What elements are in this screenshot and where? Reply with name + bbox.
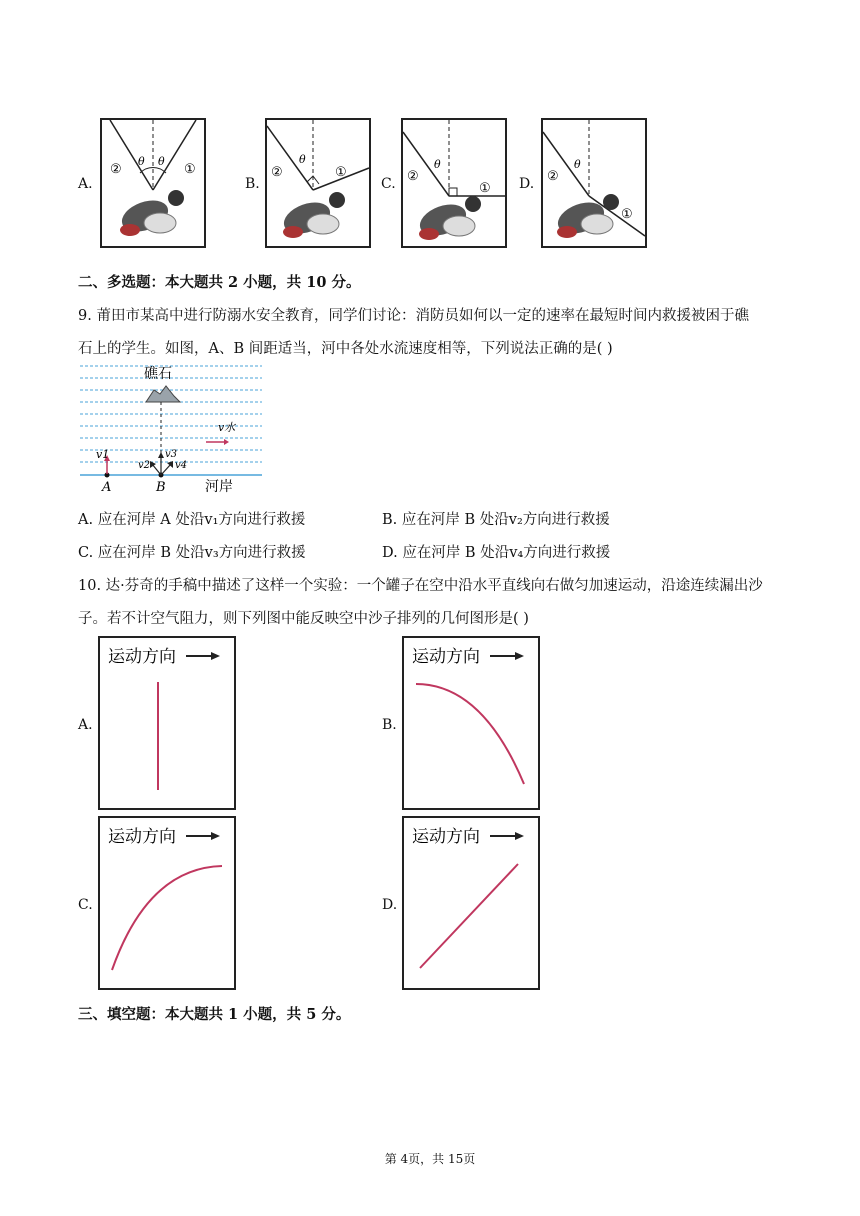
- q9-choice-d: D. 应在河岸 B 处沿v₄方向进行救援: [382, 545, 611, 561]
- v1-label: v1: [96, 448, 110, 461]
- q8-option-b-label: B.: [245, 176, 260, 192]
- q10-option-b-label: B.: [382, 717, 397, 733]
- point-b-label: B: [156, 480, 166, 495]
- q8-figure-a: [100, 118, 206, 248]
- point-a-label: A: [102, 480, 112, 495]
- v4-label: v4: [175, 460, 188, 471]
- q8-figure-c: [401, 118, 507, 248]
- q9-river-figure: [80, 360, 265, 495]
- v3-label: v3: [165, 449, 178, 460]
- mark-one: ①: [621, 207, 633, 222]
- bank-label: 河岸: [205, 479, 233, 495]
- swimmer-figure: [280, 192, 345, 239]
- theta-label: θ: [299, 153, 306, 166]
- theta-label: θ: [138, 155, 145, 168]
- q10-text-line2: 子。若不计空气阻力，则下列图中能反映空中沙子排列的几何图形是( ): [78, 611, 529, 627]
- swimmer-figure: [118, 190, 184, 237]
- q10-text-line1: 10. 达·芬奇的手稿中描述了这样一个实验：一个罐子在空中沿水平直线向右做匀加速运动，沿途连续漏出沙: [78, 578, 763, 594]
- q10-panel-b: [402, 636, 540, 810]
- rock-label: 礁石: [144, 366, 172, 382]
- section-2-heading: 二、多选题：本大题共 2 小题，共 10 分。: [78, 274, 361, 291]
- motion-direction-label: 运动方向: [108, 647, 176, 667]
- v2-label: v2: [138, 460, 151, 471]
- q10-panel-d: [402, 816, 540, 990]
- theta-label: θ: [158, 155, 165, 168]
- q10-option-d-label: D.: [382, 897, 398, 913]
- swimmer-figure: [554, 194, 619, 239]
- theta-label: θ: [574, 158, 581, 171]
- rock-icon: [146, 386, 180, 402]
- q10-panel-a: [98, 636, 236, 810]
- mark-two: ②: [110, 162, 122, 177]
- q8-option-a-label: A.: [78, 176, 93, 192]
- v-water-label: v水: [218, 421, 236, 434]
- mark-two: ②: [407, 169, 419, 184]
- sand-curve: [112, 866, 222, 970]
- mark-one: ①: [335, 165, 347, 180]
- q8-option-c-label: C.: [381, 176, 396, 192]
- q9-choice-c: C. 应在河岸 B 处沿v₃方向进行救援: [78, 545, 306, 561]
- q9-text-line2: 石上的学生。如图，A、B 间距适当，河中各处水流速度相等，下列说法正确的是( ): [78, 341, 613, 357]
- motion-direction-label: 运动方向: [412, 827, 480, 847]
- q9-text-line1: 9. 莆田市某高中进行防溺水安全教育，同学们讨论：消防员如何以一定的速率在最短时间内救援被困于礁: [78, 308, 749, 324]
- mark-two: ②: [547, 169, 559, 184]
- sand-curve: [420, 864, 518, 968]
- mark-one: ①: [479, 181, 491, 196]
- q8-figure-d: [541, 118, 647, 248]
- sand-curve: [416, 684, 524, 784]
- section-3-heading: 三、填空题：本大题共 1 小题，共 5 分。: [78, 1006, 351, 1023]
- theta-label: θ: [434, 158, 441, 171]
- q9-choice-a: A. 应在河岸 A 处沿v₁方向进行救援: [78, 512, 306, 528]
- q8-option-d-label: D.: [519, 176, 535, 192]
- mark-one: ①: [184, 162, 196, 177]
- q10-panel-c: [98, 816, 236, 990]
- page-footer: 第 4页，共 15页: [384, 1152, 476, 1166]
- q10-option-c-label: C.: [78, 897, 93, 913]
- swimmer-figure: [416, 196, 481, 241]
- mark-two: ②: [271, 165, 283, 180]
- q8-figure-b: [265, 118, 371, 248]
- motion-direction-label: 运动方向: [108, 827, 176, 847]
- q10-option-a-label: A.: [78, 717, 93, 733]
- q9-choice-b: B. 应在河岸 B 处沿v₂方向进行救援: [382, 512, 610, 528]
- motion-direction-label: 运动方向: [412, 647, 480, 667]
